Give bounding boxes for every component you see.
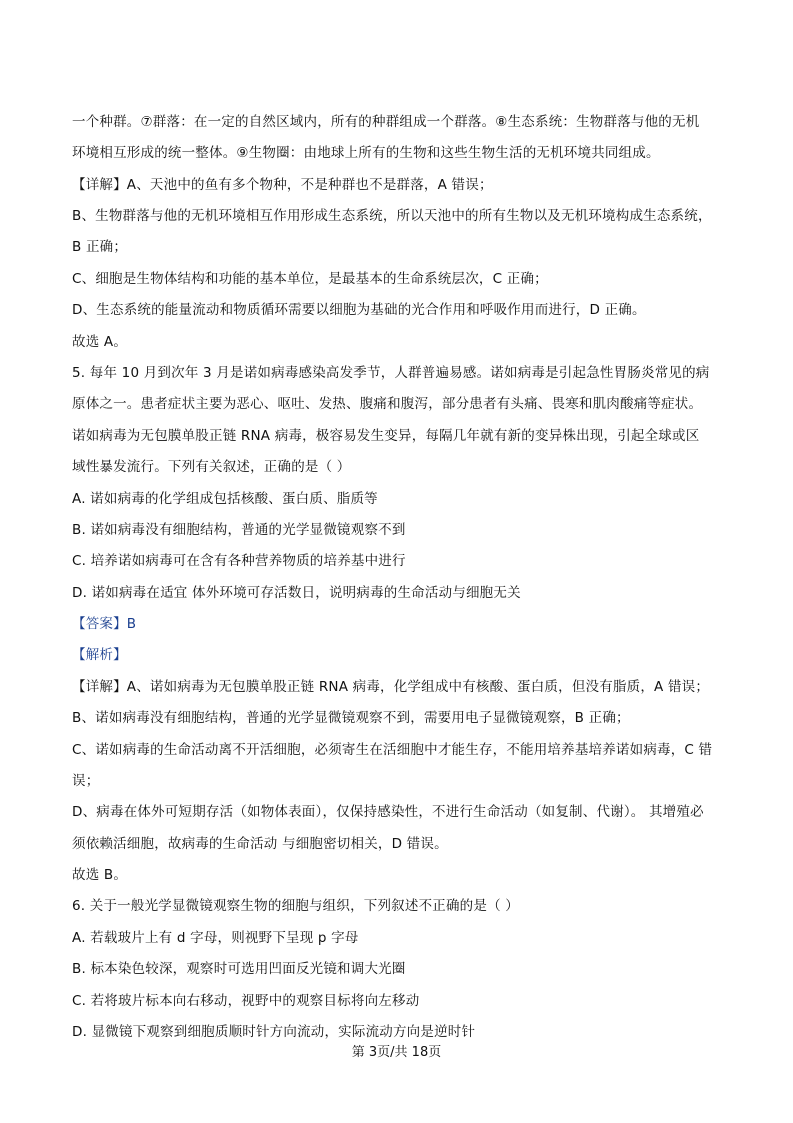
question-6-option-b: B. 标本染色较深，观察时可选用凹面反光镜和调大光圈 bbox=[72, 961, 406, 977]
question-5-option-d: D. 诺如病毒在适宜 体外环境可存活数日，说明病毒的生命活动与细胞无关 bbox=[72, 585, 521, 601]
answer-label: 【答案】B bbox=[72, 616, 137, 632]
question-5-option-a: A. 诺如病毒的化学组成包括核酸、蛋白质、脂质等 bbox=[72, 491, 378, 507]
question-6-stem: 6. 关于一般光学显微镜观察生物的细胞与组织，下列叙述不正确的是（ ） bbox=[72, 898, 519, 914]
text-line-8: 故选 A。 bbox=[72, 334, 128, 350]
question-5-option-c: C. 培养诺如病毒可在含有各种营养物质的培养基中进行 bbox=[72, 553, 406, 569]
explanation-line-6: 须依赖活细胞，故病毒的生命活动 与细胞密切相关，D 错误。 bbox=[72, 836, 448, 852]
text-line-7: D、生态系统的能量流动和物质循环需要以细胞为基础的光合作用和呼吸作用而进行，D 正确。 bbox=[72, 302, 646, 318]
question-6-option-a: A. 若载玻片上有 d 字母，则视野下呈现 p 字母 bbox=[72, 930, 359, 946]
question-5-option-b: B. 诺如病毒没有细胞结构，普通的光学显微镜观察不到 bbox=[72, 522, 406, 538]
question-5-line-4: 域性暴发流行。下列有关叙述，正确的是（ ） bbox=[72, 459, 351, 475]
question-6-option-c: C. 若将玻片标本向右移动，视野中的观察目标将向左移动 bbox=[72, 993, 420, 1009]
question-5-line-1: 5. 每年 10 月到次年 3 月是诺如病毒感染高发季节，人群普遍易感。诺如病毒是引起急性胃肠炎常见的病 bbox=[72, 365, 710, 381]
question-6-option-d: D. 显微镜下观察到细胞质顺时针方向流动，实际流动方向是逆时针 bbox=[72, 1024, 476, 1040]
explanation-line-2: B、诺如病毒没有细胞结构，普通的光学显微镜观察不到，需要用电子显微镜观察，B 正确； bbox=[72, 710, 630, 726]
text-line-5: B 正确； bbox=[72, 239, 128, 255]
page-footer: 第 3页/共 18页 bbox=[351, 1045, 442, 1060]
analysis-label: 【解析】 bbox=[72, 647, 127, 663]
text-line-3: 【详解】A、天池中的鱼有多个物种，不是种群也不是群落，A 错误； bbox=[72, 177, 493, 193]
question-5-line-2: 原体之一。患者症状主要为恶心、呕吐、发热、腹痛和腹泻，部分患者有头痛、畏寒和肌肉酸痛等症状。 bbox=[72, 396, 703, 412]
explanation-line-3: C、诺如病毒的生命活动离不开活细胞，必须寄生在活细胞中才能生存，不能用培养基培养诺如病毒，C 错 bbox=[72, 742, 713, 758]
text-line-1: 一个种群。⑦群落：在一定的自然区域内，所有的种群组成一个群落。⑧生态系统：生物群落与他的无机 bbox=[72, 114, 700, 130]
question-5-line-3: 诺如病毒为无包膜单股正链 RNA 病毒，极容易发生变异，每隔几年就有新的变异株出现，引起全球或区 bbox=[72, 428, 700, 444]
text-line-4: B、生物群落与他的无机环境相互作用形成生态系统，所以天池中的所有生物以及无机环境构成生态系统， bbox=[72, 208, 712, 224]
text-line-6: C、细胞是生物体结构和功能的基本单位，是最基本的生命系统层次，C 正确； bbox=[72, 271, 548, 287]
explanation-line-5: D、病毒在体外可短期存活（如物体表面），仅保持感染性，不进行生命活动（如复制、代谢）。 其增殖必 bbox=[72, 804, 704, 820]
explanation-line-1: 【详解】A、诺如病毒为无包膜单股正链 RNA 病毒，化学组成中有核酸、蛋白质，但没有脂质，A 错误； bbox=[72, 679, 710, 695]
explanation-line-4: 误； bbox=[72, 773, 100, 789]
choice-line: 故选 B。 bbox=[72, 867, 128, 883]
text-line-2: 环境相互形成的统一整体。⑨生物圈：由地球上所有的生物和这些生物生活的无机环境共同组成。 bbox=[72, 145, 660, 161]
